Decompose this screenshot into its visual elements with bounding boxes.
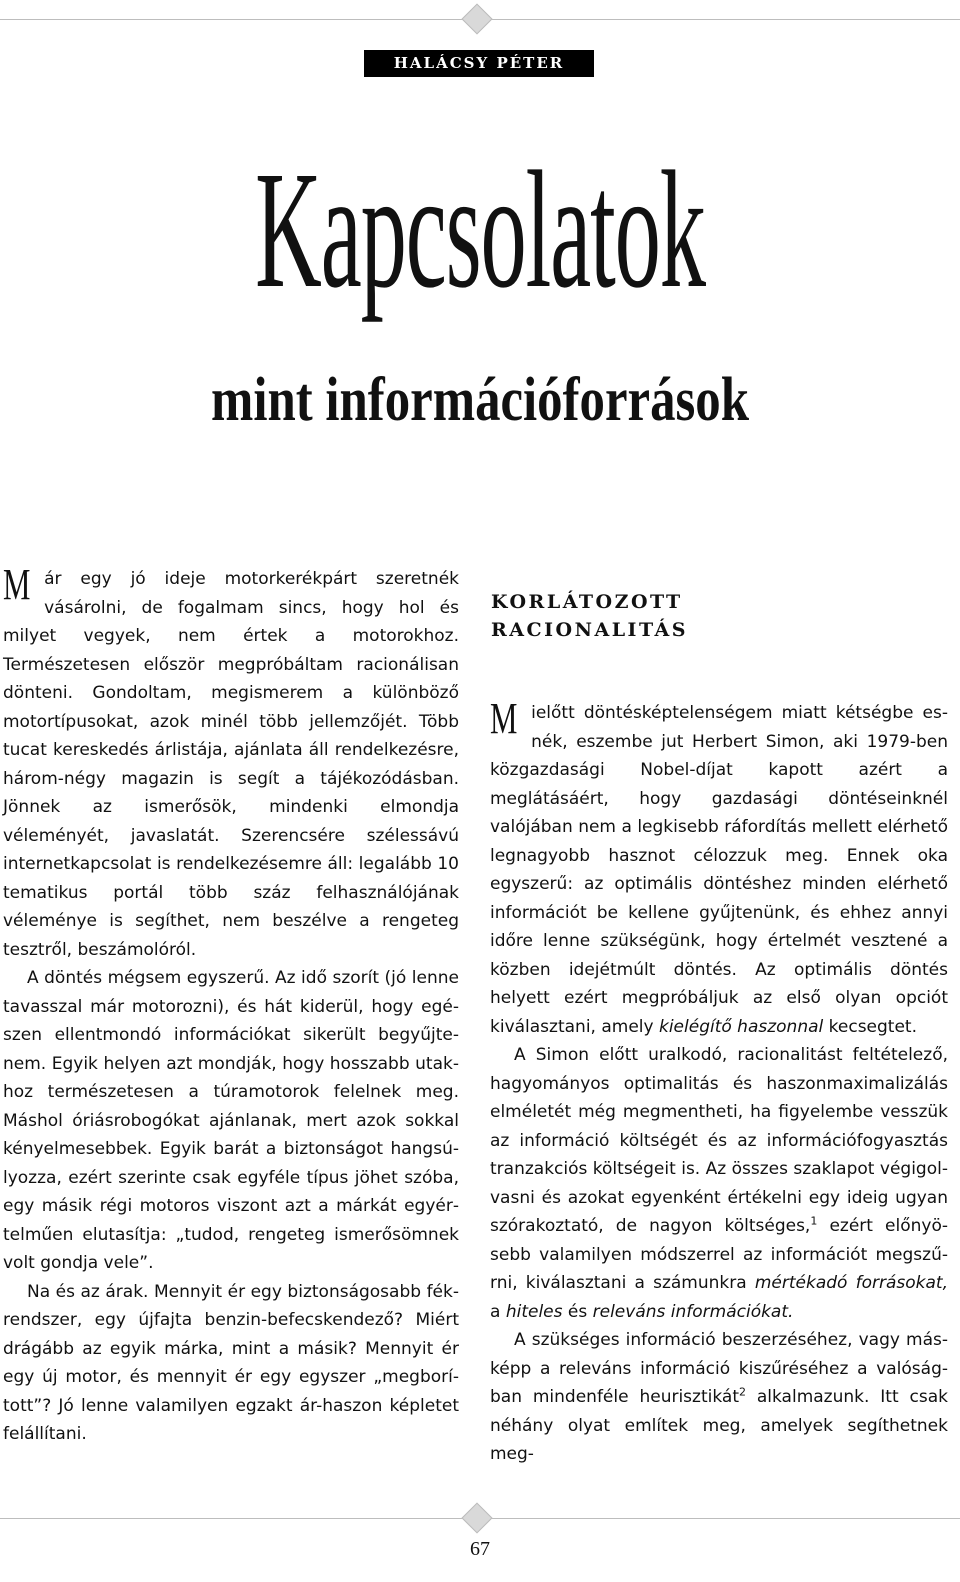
paragraph [3,560,459,964]
title-underline-bar [204,322,756,334]
paragraph-text: A szükséges információ beszerzéséhez, vagy másképp a releváns információ kiszűréséhez a valóságban mindenféle heurisztikát [490,1330,948,1407]
paragraph-text: a [490,1301,506,1322]
emphasis: releváns információkat. [592,1301,794,1322]
paragraph-text: ár egy jó ideje motorkerékpárt szeretnék vásárolni, de fogalmam sincs, hogy hol és milyet vegyek, nem értek a motorokhoz. Természetesen először megpróbáltam racionálisan dönteni. Gondoltam, megismerem a különböző motortípusokat, azok minél több jellemzőjét. Több tucat kereskedés árlistája, ajánlata áll rendelkezésre, három-négy magazin is segít a tájékozódásban. Jönnek az ismerősök, mindenki elmondja véleményét, javaslatát. Szerencsére szélessávú internetkapcsolat is rendelkezésemre áll: legalább 10 tematikus portál több száz felhasználójának véleménye is segíthet, nem beszélve a rengeteg tesztről, beszámolóról. [3,569,459,960]
paragraph [490,694,948,1041]
emphasis: mértékadó forrásokat, [754,1273,948,1293]
bottom-diamond-ornament [461,1502,492,1533]
paragraph: A döntés mégsem egyszerű. Az idő szorít (jó lenne tavasszal már motorozni), és hát kiderül, hogy egészen ellentmondó információkat sikerült begyűjtenem. Egyik helyen azt mondják, hogy hosszabb utakhoz természetesen a túramotorok felelnek meg. Máshol óriásrobogókat ajánlanak, mert azok sokkal kényelmesebbek. Egyik barát a biztonságot hangsúlyozza, ezért szerinte csak egyféle típus jöhet szóba, egy másik régi motoros viszont azt a márkát egyértelműen elutasítja: „tudod, rengeteg ismerősömnek volt gondja vele”. [3,968,459,1273]
paragraph-text: alkalmazunk. Itt csak néhány olyat említek meg, amelyek segíthetnek meg- [490,1387,948,1464]
emphasis: hiteles [505,1301,563,1322]
paragraph [490,1326,948,1469]
article-title: Kapcsolatok [255,137,705,323]
paragraph-text: A Simon előtt uralkodó, racionalitást feltételező, hagyományos optimalitás és haszonmaximalizálás elméletét még megmentheti, ha figyelembe vesszük az információ költségét és az információfogyasztás tranzakciós költségeit is. Az összes szaklapot végigolvasni és azokat egyenként értékelni egy ideig ugyan szórakoztató, de nagyon költséges, [490,1045,948,1236]
paragraph-text: ezért előnyösebb valamilyen módszerrel az információt megszűrni, kiválasztani a számunkra [490,1216,949,1293]
paragraph-text: és [562,1301,593,1322]
article-subtitle: mint információforrások [211,366,749,434]
top-diamond-ornament [461,3,492,34]
author-badge: HALÁCSY PÉTER [364,50,594,77]
left-column [3,560,459,1449]
paragraph-text: kecsegtet. [823,1016,917,1037]
right-column [490,694,949,1469]
drop-cap: M [3,560,31,609]
section-heading [491,588,791,644]
emphasis: kielégítő haszonnal [658,1016,824,1037]
paragraph [490,1041,948,1326]
paragraph-text: ielőtt döntésképtelenségem miatt kétségbe esnék, eszembe jut Herbert Simon, aki 1979-ben közgazdasági Nobel-díjat kapott azért a meglátásáért, hogy gazdasági döntéseinknél valójában nem a legkisebb ráfordítás mellett elérhető legnagyobb hasznot célozzuk meg. Ennek oka egyszerű: az optimális döntéshez minden elérhető információt be kellene gyűjtenünk, és ehhez annyi időre lenne szükségünk, hogy értelmét vesztené a közben idejétmúlt döntés. Az optimális döntés helyett ezért megpróbáljuk az első olyan opciót kiválasztani, amely [490,703,948,1037]
section-heading-line: RACIONALITÁS [491,619,689,641]
footnote-marker: 1 [810,1214,818,1228]
drop-cap: M [490,694,518,743]
footnote-marker: 2 [738,1385,746,1399]
paragraph: Na és az árak. Mennyit ér egy biztonságosabb fékrendszer, egy újfajta benzin-befecskendező? Miért drágább az egyik márka, mint a másik? Mennyit ér egy új motor, és mennyit ér egy egyszer „megborított”? Jó lenne valamilyen egzakt ár-haszon képletet felállítani. [3,1281,459,1444]
page-number: 67 [470,1538,490,1560]
section-heading-line: KORLÁTOZOTT [491,591,683,613]
